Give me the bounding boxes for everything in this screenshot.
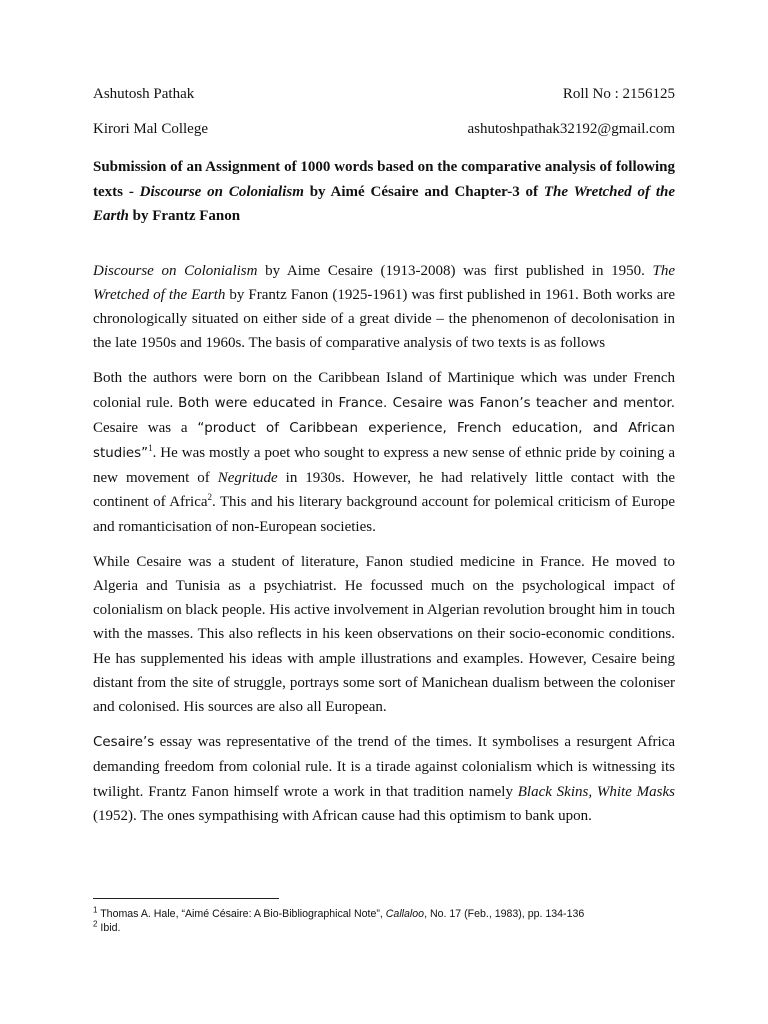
footnote-ref-1[interactable]: 1 — [148, 442, 153, 453]
footnote-1: $^1$ Thomas A. Hale, “Aimé Césaire: A Bio-Bibliographical Note”, Callaloo, No. 17 (Feb., 1983), pp. 134-136 — [93, 905, 585, 920]
paragraph-3: While Cesaire was a student of literature, Fanon studied medicine in France. He moved to Algeria and Tunisia as a psychiatrist. He focussed much on the psychological impact of colonialism on black people. His active involvement in Algerian revolution brought him in touch with the masses. This also reflects in his keen observations on their socio-economic conditions. He has supplemented his ideas with ample illustrations and examples. However, Cesaire being distant from the site of struggle, portrays some sort of Manichean dualism between the coloniser and colonised. His sources are also all European. — [93, 553, 675, 715]
header-row-1 — [93, 84, 675, 104]
college-name: Kirori Mal College — [93, 121, 208, 137]
title-work-discourse: Discourse on Colonialism — [139, 183, 304, 200]
footnote-2: $^2$ Ibid. — [93, 919, 121, 934]
paragraph-1: Discourse on Colonialism by Aime Cesaire (1913-2008) was first published in 1950. The Wretched of the Earth by Frantz Fanon (1925-1961) was first published in 1961. Both works are chronologically situated on either side of a great divide – the phenomenon of decolonisation in the late 1950s and 1960s. The basis of comparative analysis of two texts is as follows — [93, 262, 675, 352]
paragraph-2: Both the authors were born on the Caribbean Island of Martinique which was under French colonial rule. Both were educated in France. Cesaire was Fanon’s teacher and mentor. Cesaire was a “product of Caribbean experience, French education, and African studies”$^1$. He was mostly a poet who sought to express a new sense of ethnic pride by coining a new movement of Negritude in 1930s. However, he had relatively little contact with the continent of Africa$^2$. This and his literary background account for polemical criticism of Europe and romanticisation of non-European societies. — [93, 370, 676, 535]
footnote-separator — [93, 898, 279, 899]
email-address: ashutoshpathak32192@gmail.com — [467, 121, 675, 137]
paragraph-4: Cesaire’s essay was representative of the trend of the times. It symbolises a resurgent Africa demanding freedom from colonial rule. It is a tirade against colonialism which is witnessing its twilight. Frantz Fanon himself wrote a work in that tradition namely Black Skins, White Masks (1952). The ones sympathising with African cause had this optimism to bank upon. — [93, 734, 675, 824]
header-row-2 — [93, 119, 675, 139]
document-page — [93, 84, 675, 828]
title-work-wretched: The Wretched of the Earth — [93, 183, 675, 224]
assignment-title: Submission of an Assignment of 1000 words based on the comparative analysis of following texts - Discourse on Colonialism by Aimé Césaire and Chapter-3 of The Wretched of the Earth by Frantz Fanon — [93, 159, 675, 224]
footnote-ref-2[interactable]: 2 — [207, 492, 213, 503]
roll-number: Roll No : 2156125 — [562, 86, 675, 102]
author-name: Ashutosh Pathak — [93, 86, 195, 102]
